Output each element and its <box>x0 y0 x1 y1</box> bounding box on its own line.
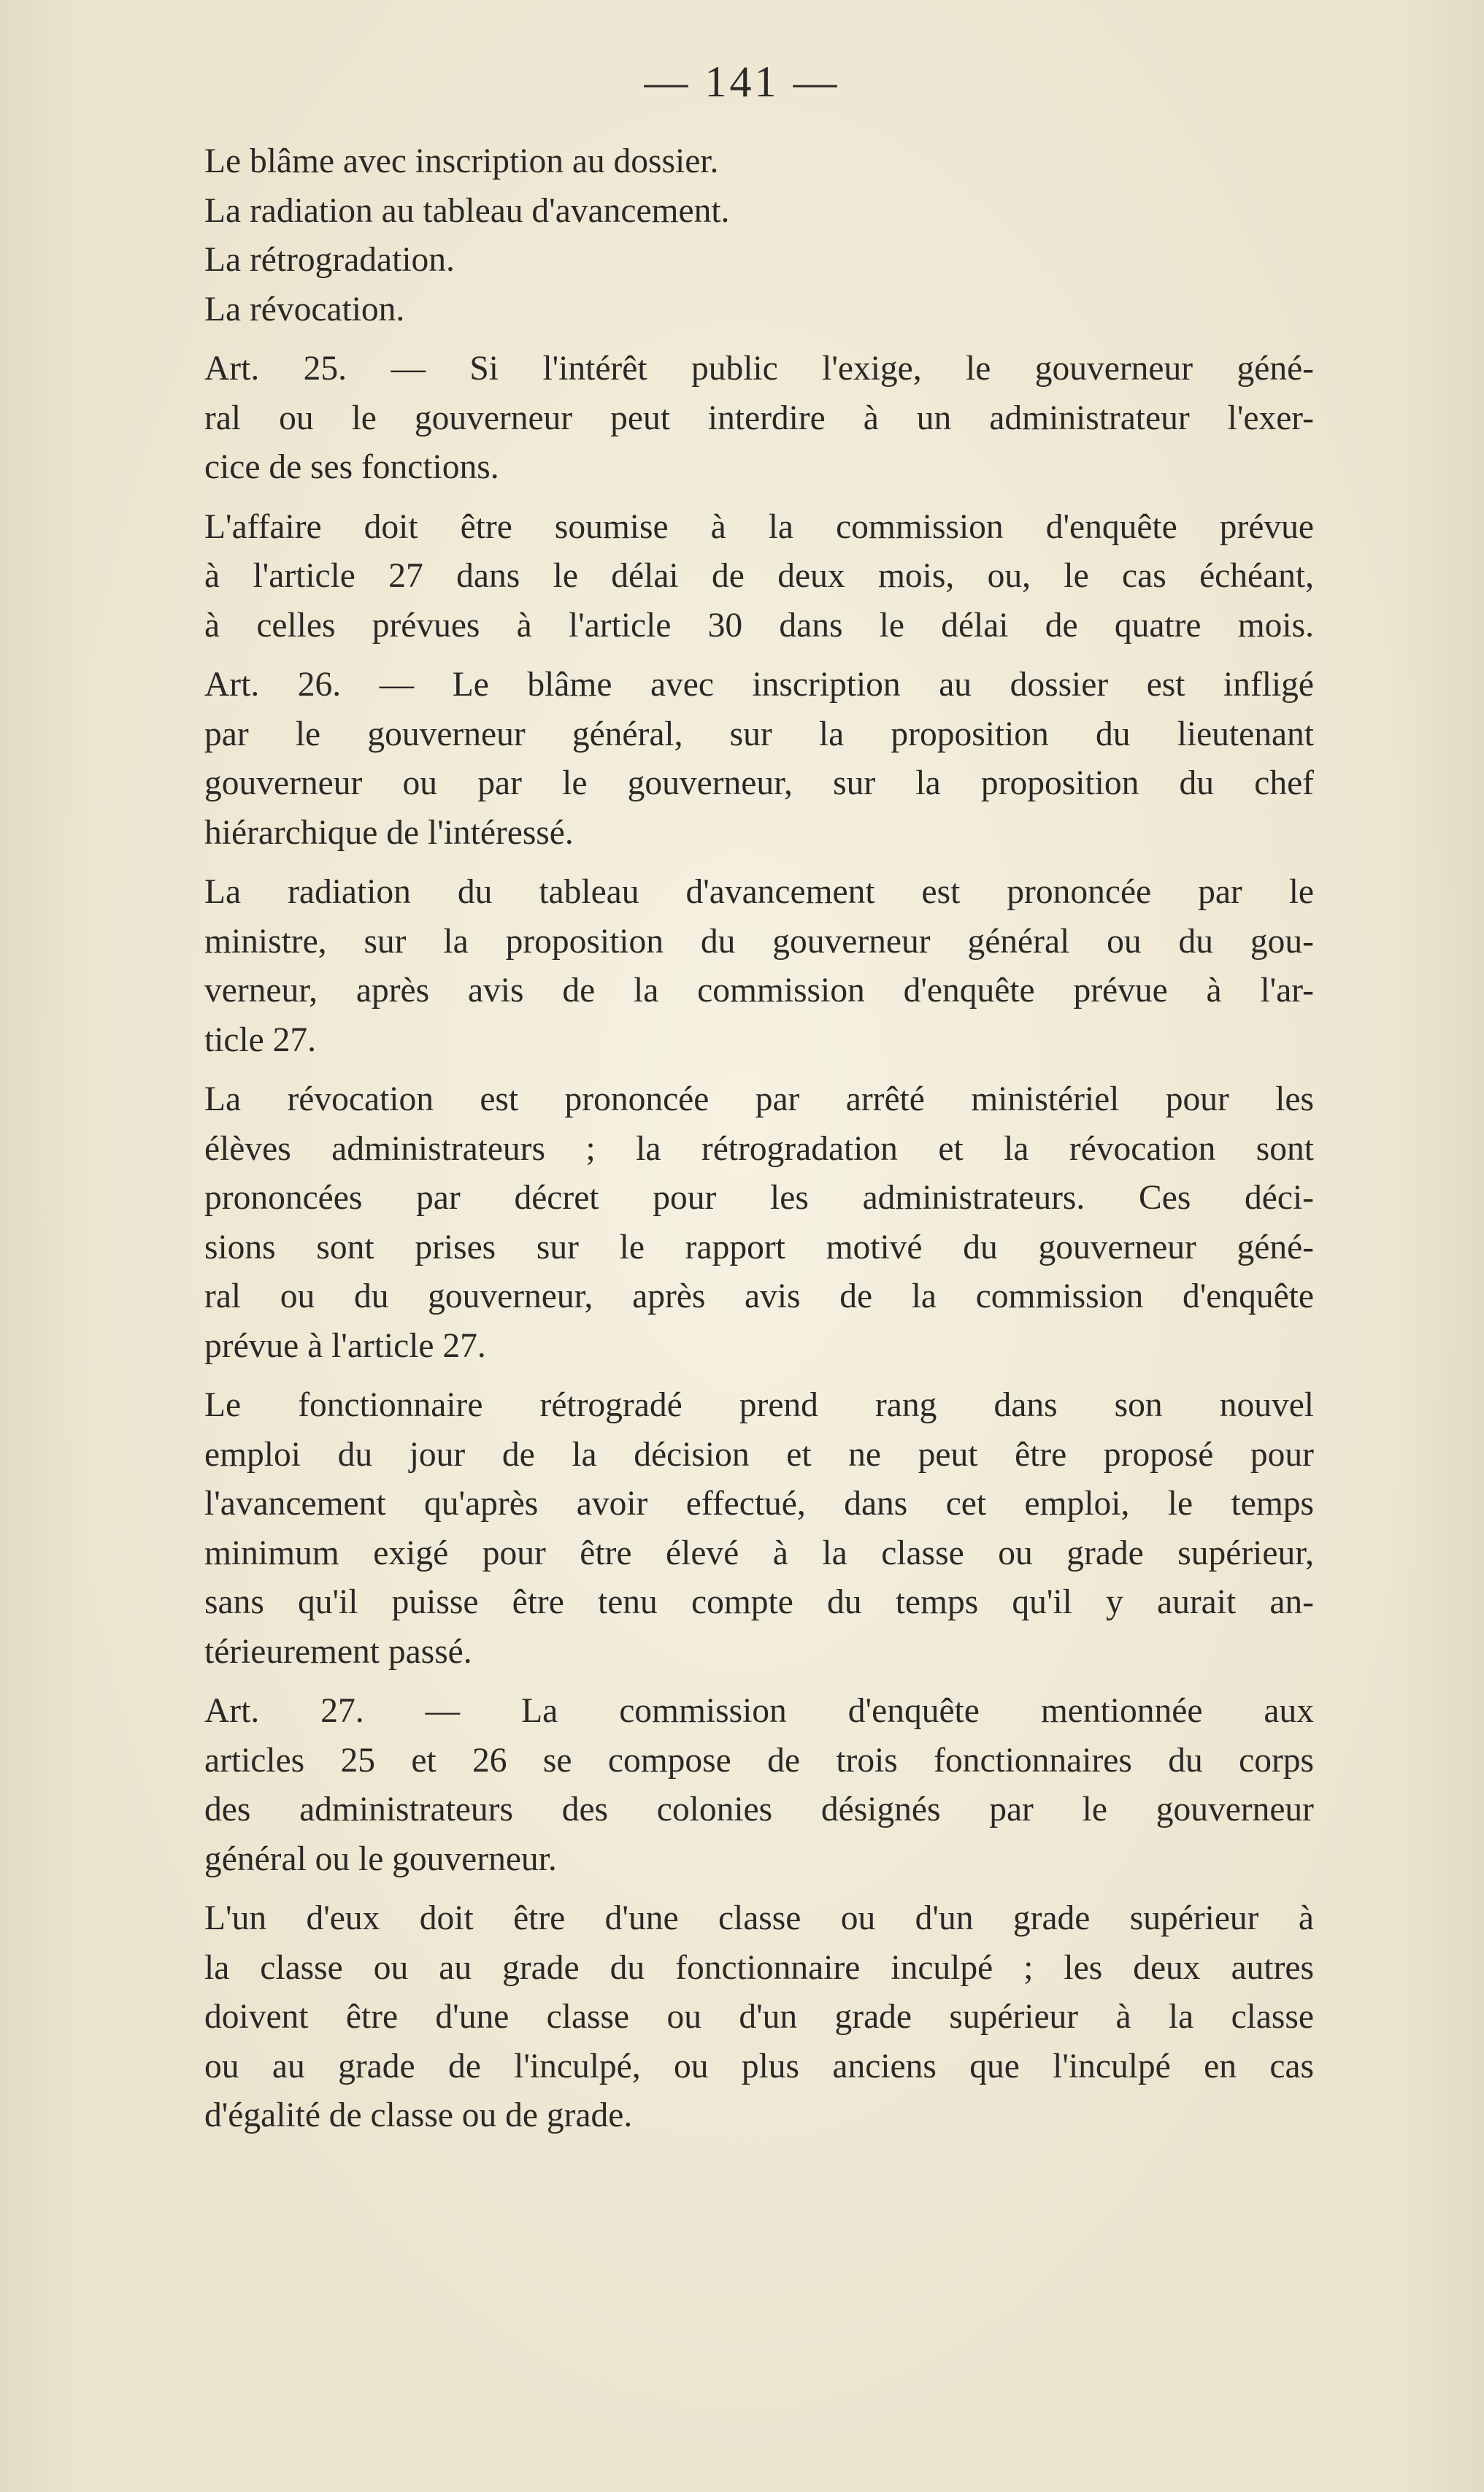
text-line: à l'article 27 dans le délai de deux mois, ou, le cas échéant, <box>204 557 1314 595</box>
text-line: minimum exigé pour être élevé à la classe ou grade supérieur, <box>204 1534 1314 1572</box>
paragraph <box>204 503 1314 651</box>
paragraph <box>204 868 1314 1065</box>
text-line: hiérarchique de l'intéressé. <box>204 813 574 852</box>
text-line: La radiation du tableau d'avancement est prononcée par le <box>204 873 1314 911</box>
text-line: ral ou le gouverneur peut interdire à un administrateur l'exer- <box>204 399 1314 437</box>
paragraph <box>204 236 1314 285</box>
text-line: térieurement passé. <box>204 1632 472 1671</box>
text-line: cice de ses fonctions. <box>204 448 499 486</box>
text-line: prononcées par décret pour les administrateurs. Ces déci- <box>204 1179 1314 1217</box>
paragraph <box>204 137 1314 187</box>
paragraph-article-25 <box>204 345 1314 493</box>
text-line: sans qu'il puisse être tenu compte du temps qu'il y aurait an- <box>204 1583 1314 1621</box>
text-line: d'égalité de classe ou de grade. <box>204 2096 633 2134</box>
text-line: la classe ou au grade du fonctionnaire inculpé ; les deux autres <box>204 1948 1314 1987</box>
text-line: La rétrogradation. <box>204 241 455 279</box>
text-line: L'affaire doit être soumise à la commission d'enquête prévue <box>204 507 1314 546</box>
text-line: doivent être d'une classe ou d'un grade supérieur à la classe <box>204 1998 1314 2036</box>
page-number: — 141 — <box>644 58 840 106</box>
text-line: Le fonctionnaire rétrogradé prend rang dans son nouvel <box>204 1386 1314 1424</box>
paragraph <box>204 1381 1314 1677</box>
text-line: ticle 27. <box>204 1020 317 1059</box>
text-line: prévue à l'article 27. <box>204 1326 486 1365</box>
body-text <box>204 137 1314 2141</box>
text-line: Art. 27. — La commission d'enquête mentionnée aux <box>204 1692 1314 1730</box>
text-line: Le blâme avec inscription au dossier. <box>204 142 719 180</box>
text-line: La révocation. <box>204 290 405 328</box>
text-line: ou au grade de l'inculpé, ou plus anciens que l'inculpé en cas <box>204 2047 1314 2085</box>
text-line: l'avancement qu'après avoir effectué, dans cet emploi, le temps <box>204 1485 1314 1523</box>
text-line: Art. 26. — Le blâme avec inscription au dossier est infligé <box>204 666 1314 704</box>
text-line: sions sont prises sur le rapport motivé du gouverneur géné- <box>204 1228 1314 1266</box>
text-line: verneur, après avis de la commission d'enquête prévue à l'ar- <box>204 972 1314 1010</box>
paragraph-article-27 <box>204 1687 1314 1884</box>
text-line: gouverneur ou par le gouverneur, sur la proposition du chef <box>204 764 1314 802</box>
paragraph <box>204 285 1314 335</box>
text-line: La révocation est prononcée par arrêté ministériel pour les <box>204 1080 1314 1118</box>
text-line: L'un d'eux doit être d'une classe ou d'un grade supérieur à <box>204 1899 1314 1937</box>
text-line: articles 25 et 26 se compose de trois fonctionnaires du corps <box>204 1741 1314 1780</box>
paragraph <box>204 187 1314 236</box>
paragraph-article-26 <box>204 661 1314 858</box>
text-line: Art. 25. — Si l'intérêt public l'exige, le gouverneur géné- <box>204 350 1314 388</box>
paragraph <box>204 1075 1314 1371</box>
text-line: des administrateurs des colonies désignés par le gouverneur <box>204 1791 1314 1828</box>
text-line: par le gouverneur général, sur la proposition du lieutenant <box>204 715 1314 753</box>
text-line: à celles prévues à l'article 30 dans le délai de quatre mois. <box>204 606 1314 645</box>
text-line: ministre, sur la proposition du gouverneur général ou du gou- <box>204 922 1314 961</box>
text-line: élèves administrateurs ; la rétrogradation et la révocation sont <box>204 1129 1314 1168</box>
paragraph <box>204 1894 1314 2141</box>
text-line: général ou le gouverneur. <box>204 1839 557 1878</box>
text-line: ral ou du gouverneur, après avis de la commission d'enquête <box>204 1277 1314 1315</box>
text-line: La radiation au tableau d'avancement. <box>204 191 730 230</box>
text-line: emploi du jour de la décision et ne peut être proposé pour <box>204 1435 1314 1474</box>
